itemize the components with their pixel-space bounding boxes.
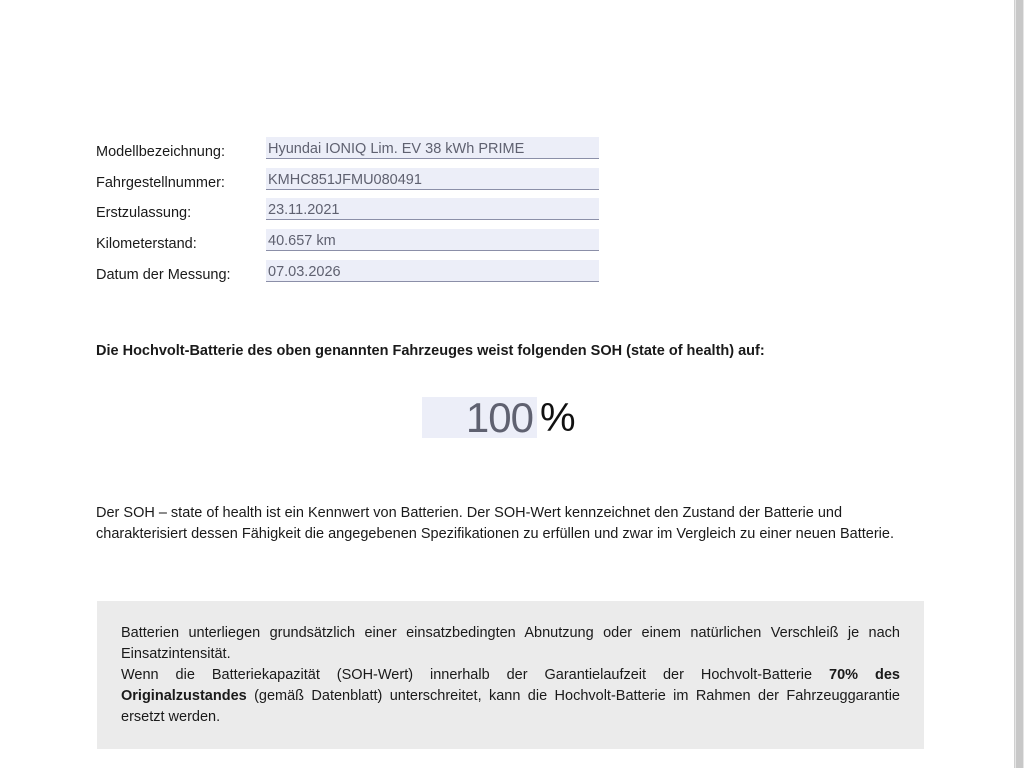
- vertical-scrollbar[interactable]: [1014, 0, 1024, 768]
- notice-warranty-text: [121, 665, 900, 728]
- soh-description: Der SOH – state of health ist ein Kennwert von Batterien. Der SOH-Wert kennzeichnet den Zustand der Batterie und charakterisiert dessen Fähigkeit die angegebenen Spezifikationen zu erfüllen und zwar im Vergleich zu einer neuen Batterie.: [96, 505, 894, 542]
- vin-row: [96, 168, 606, 194]
- warranty-notice: [97, 601, 924, 749]
- notice-warranty-threshold: 70% des Originalzustandes: [121, 667, 900, 704]
- measurement-date-row: [96, 260, 606, 286]
- model-label: Modellbezeichnung:: [96, 144, 225, 160]
- registration-field[interactable]: 23.11.2021: [266, 198, 599, 220]
- registration-row: [96, 198, 606, 224]
- scrollbar-thumb[interactable]: [1016, 0, 1023, 768]
- measurement-date-label: Datum der Messung:: [96, 267, 231, 283]
- model-field[interactable]: Hyundai IONIQ Lim. EV 38 kWh PRIME: [266, 137, 599, 159]
- measurement-date-field[interactable]: 07.03.2026: [266, 260, 599, 282]
- soh-value: 100: [465, 394, 533, 441]
- model-row: [96, 137, 606, 163]
- vin-label: Fahrgestellnummer:: [96, 175, 225, 191]
- notice-warranty-end: (gemäß Datenblatt) unterschreitet, kann die Hochvolt-Batterie im Rahmen der Fahrzeuggarantie ersetzt werden.: [121, 688, 900, 725]
- notice-warranty-start: Wenn die Batteriekapazität (SOH-Wert) innerhalb der Garantielaufzeit der Hochvolt-Batterie: [121, 667, 830, 683]
- soh-unit: %: [540, 396, 576, 440]
- notice-wear-text: Batterien unterliegen grundsätzlich einer einsatzbedingten Abnutzung oder einem natürlichen Verschleiß je nach Einsatzintensität.: [121, 625, 900, 662]
- mileage-field[interactable]: 40.657 km: [266, 229, 599, 251]
- soh-heading: Die Hochvolt-Batterie des oben genannten Fahrzeuges weist folgenden SOH (state of health) auf:: [96, 343, 765, 359]
- registration-label: Erstzulassung:: [96, 205, 192, 221]
- mileage-row: [96, 229, 606, 255]
- mileage-label: Kilometerstand:: [96, 236, 197, 252]
- vin-field[interactable]: KMHC851JFMU080491: [266, 168, 599, 190]
